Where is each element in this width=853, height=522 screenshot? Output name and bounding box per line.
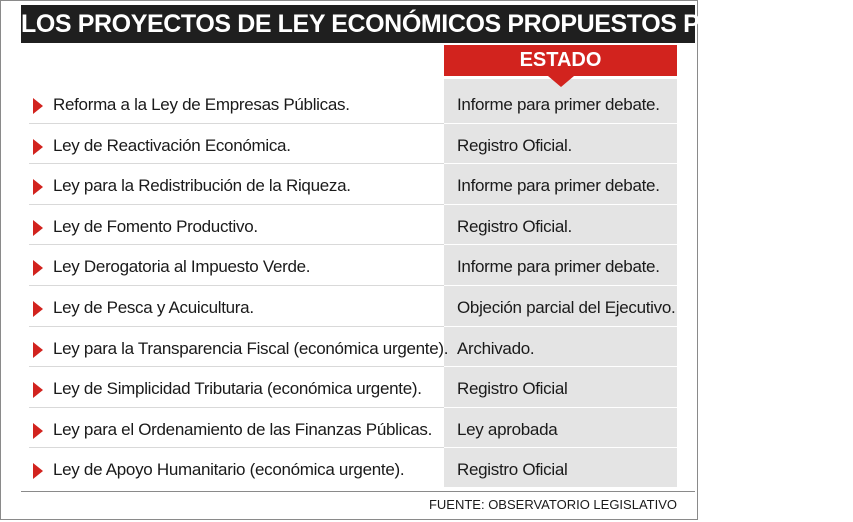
law-name: Reforma a la Ley de Empresas Públicas. [53, 95, 350, 114]
row-divider [29, 447, 444, 448]
list-item [29, 451, 677, 492]
red-arrow-icon [33, 260, 43, 276]
law-status: Registro Oficial [457, 460, 568, 479]
row-divider [444, 407, 677, 408]
list-item [29, 289, 677, 330]
law-status: Objeción parcial del Ejecutivo. [457, 298, 676, 317]
row-divider [444, 204, 677, 205]
law-name: Ley para la Redistribución de la Riqueza. [53, 176, 351, 195]
law-name: Ley Derogatoria al Impuesto Verde. [53, 257, 311, 276]
row-divider [29, 204, 444, 205]
list-item [29, 208, 677, 249]
list-item [29, 167, 677, 208]
law-status: Registro Oficial. [457, 217, 572, 236]
row-divider [444, 285, 677, 286]
row-divider [29, 407, 444, 408]
law-name: Ley de Pesca y Acuicultura. [53, 298, 254, 317]
list-item [29, 330, 677, 371]
law-name: Ley para la Transparencia Fiscal (económica urgente). [53, 339, 449, 358]
law-status: Informe para primer debate. [457, 257, 660, 276]
row-divider [29, 244, 444, 245]
list-item [29, 248, 677, 289]
red-arrow-icon [33, 463, 43, 479]
list-item [29, 86, 677, 127]
law-name: Ley de Simplicidad Tributaria (económica urgente). [53, 379, 422, 398]
red-arrow-icon [33, 342, 43, 358]
red-arrow-icon [33, 301, 43, 317]
row-divider [29, 163, 444, 164]
law-name: Ley de Reactivación Económica. [53, 136, 291, 155]
red-arrow-icon [33, 382, 43, 398]
list-item [29, 411, 677, 452]
red-arrow-icon [33, 139, 43, 155]
law-status: Ley aprobada [457, 420, 558, 439]
red-arrow-icon [33, 423, 43, 439]
row-divider [444, 366, 677, 367]
estado-column-header: ESTADO [444, 45, 677, 76]
law-status: Informe para primer debate. [457, 176, 660, 195]
row-divider [29, 123, 444, 124]
row-divider [29, 326, 444, 327]
row-divider [444, 123, 677, 124]
red-arrow-icon [33, 98, 43, 114]
row-divider [29, 366, 444, 367]
list-item [29, 127, 677, 168]
law-status: Registro Oficial [457, 379, 568, 398]
law-name: Ley de Fomento Productivo. [53, 217, 258, 236]
red-arrow-icon [33, 179, 43, 195]
law-status: Archivado. [457, 339, 535, 358]
source-credit: FUENTE: OBSERVATORIO LEGISLATIVO [21, 491, 695, 517]
law-name: Ley de Apoyo Humanitario (económica urgente). [53, 460, 405, 479]
row-divider [444, 326, 677, 327]
law-name: Ley para el Ordenamiento de las Finanzas Públicas. [53, 420, 433, 439]
row-divider [444, 244, 677, 245]
page-title: LOS PROYECTOS DE LEY ECONÓMICOS PROPUESTOS POR MORENO [21, 5, 695, 43]
red-arrow-icon [33, 220, 43, 236]
list-item [29, 370, 677, 411]
law-status: Informe para primer debate. [457, 95, 660, 114]
row-divider [444, 447, 677, 448]
law-status: Registro Oficial. [457, 136, 572, 155]
row-divider [29, 285, 444, 286]
row-divider [444, 163, 677, 164]
